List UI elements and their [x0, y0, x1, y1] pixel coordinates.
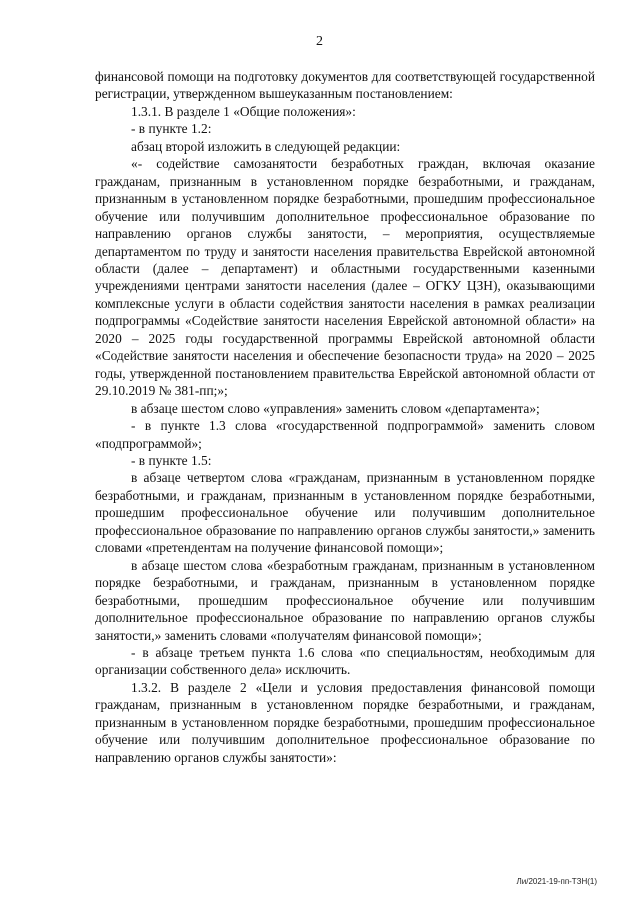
paragraph-second-abzac: абзац второй изложить в следующей редакции:: [131, 138, 401, 154]
paragraph-abzac-six: в абзаце шестом слово «управления» заменить словом «департамента»;: [131, 400, 540, 416]
paragraph-abzac-four: в абзаце четвертом слова «гражданам, признанным в установленном порядке безработными, и гражданам, признанным в установленном порядке безработными, прошедшим профессиональное обучение или получившим дополнительное профессиональное образование по направлению органов службы занятости,» заменить словами «претендентам на получение финансовой помощи»;: [95, 470, 595, 556]
page-number: 2: [316, 34, 323, 49]
paragraph-abzac-six-replace: в абзаце шестом слова «безработным гражданам, признанным в установленном порядке безработными, и гражданам, признанным в установленном порядке безработными, прошедшим профессиональное обучение или получившим дополнительное профессиональное образование по направлению органов службы занятости,» заменить словами «получателям финансовой помощи»;: [95, 557, 595, 643]
footer-document-code: Ли/2021-19-пп-ТЗН(1): [516, 877, 597, 886]
paragraph-item-1-6: - в абзаце третьем пункта 1.6 слова «по специальностям, необходимым для организации собственного дела» исключить.: [95, 644, 595, 678]
paragraph-section-1-3-2: 1.3.2. В разделе 2 «Цели и условия предоставления финансовой помощи гражданам, признанным в установленном порядке безработными, и гражданам, признанным в установленном порядке безработными, прошедшим профессиональное обучение или получившим дополнительное профессиональное образование по направлению органов службы занятости»:: [95, 679, 595, 765]
paragraph-item-1-3: - в пункте 1.3 слова «государственной подпрограммой» заменить словом «подпрограммой»;: [95, 418, 595, 451]
paragraph-item-1-5: - в пункте 1.5:: [131, 452, 212, 468]
paragraph-quoted-text: «- содействие самозанятости безработных граждан, включая оказание гражданам, признанным в установленном порядке безработными, и гражданам, признанным в установленном порядке безработными, прошедшим профессиональное обучение или получившим дополнительное профессиональное образование по направлению органов службы занятости, – мероприятия, осуществляемые департаментом по труду и занятости населения правительства Еврейской автономной области (далее – департамент) и областными государственными казенными учреждениями центрами занятости населения (далее – ОГКУ ЦЗН), оказывающими комплексные услуги в области содействия занятости населения в рамках реализации подпрограммы «Содействие занятости населения Еврейской автономной области» на 2020 – 2025 годы государственной программы Еврейской автономной области «Содействие занятости населения и обеспечение безопасности труда» на 2020 – 2025 годы, утвержденной постановлением правительства Еврейской автономной области от 29.10.2019 № 381-пп;»;: [95, 156, 595, 399]
paragraph-section-1-3-1: 1.3.1. В разделе 1 «Общие положения»:: [131, 103, 356, 119]
document-body: [95, 68, 595, 766]
paragraph-intro: финансовой помощи на подготовку документов для соответствующей государственной регистрации, утвержденном вышеуказанным постановлением:: [95, 69, 595, 102]
paragraph-item-1-2: - в пункте 1.2:: [131, 121, 212, 137]
